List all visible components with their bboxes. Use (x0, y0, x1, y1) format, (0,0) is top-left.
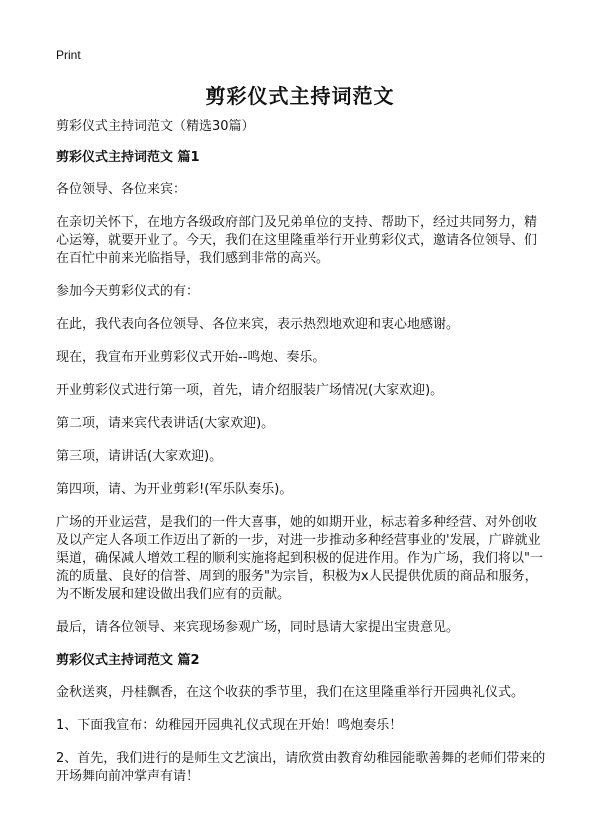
paragraph: 在亲切关怀下，在地方各级政府部门及兄弟单位的支持、帮助下，经过共同努力，精心运筹，就要开业了。今天，我们在这里隆重举行开业剪彩仪式，邀请各位领导、们在百忙中前来光临指导，我们感到非常的高兴。 (56, 215, 538, 266)
paragraph: 在此，我代表向各位领导、各位来宾，表示热烈地欢迎和衷心地感谢。 (56, 317, 460, 332)
paragraph: 金秋送爽，丹桂飘香，在这个收获的季节里，我们在这里隆重举行开园典礼仪式。 (56, 685, 525, 700)
paragraph: 参加今天剪彩仪式的有： (56, 284, 200, 299)
paragraph: 第二项，请来宾代表讲话(大家欢迎)。 (56, 416, 275, 431)
paragraph: 第四项，请、为开业剪彩!(军乐队奏乐)。 (56, 482, 293, 497)
paragraph: 现在，我宣布开业剪彩仪式开始--鸣炮、奏乐。 (56, 350, 326, 365)
paragraph: 2、首先，我们进行的是师生文艺演出，请欣赏由教育幼稚园能歌善舞的老师们带来的开场舞向前冲掌声有请！ (56, 751, 546, 784)
section-heading-1: 剪彩仪式主持词范文 篇1 (56, 150, 200, 165)
paragraph: 开业剪彩仪式进行第一项，首先，请介绍服装广场情况(大家欢迎)。 (56, 383, 444, 398)
paragraph: 各位领导、各位来宾： (56, 182, 187, 197)
print-label[interactable]: Print (56, 48, 81, 62)
paragraph: 第三项，请讲话(大家欢迎)。 (56, 449, 223, 464)
paragraph: 最后，请各位领导、来宾现场参观广场，同时恳请大家提出宝贵意见。 (56, 620, 460, 635)
section-heading-2: 剪彩仪式主持词范文 篇2 (56, 653, 200, 668)
document-body (56, 118, 546, 801)
document-subtitle: 剪彩仪式主持词范文（精选30篇） (56, 119, 255, 134)
page-title: 剪彩仪式主持词范文 (205, 84, 395, 108)
paragraph: 广场的开业运营，是我们的一件大喜事，她的如期开业，标志着多种经营、对外创收及以产定人各项工作迈出了新的一步，对进一步推动多种经营事业的'发展，广辟就业渠道，确保减人增效工程的顺利实施将起到积极的促进作用。作为广场，我们将以"一流的质量、良好的信誉、周到的服务"为宗旨，积极为x人民提供优质的商品和服务，为不断发展和建设做出我们应有的贡献。 (56, 515, 543, 602)
paragraph: 1、下面我宣布：幼稚园开园典礼仪式现在开始！鸣炮奏乐！ (56, 718, 403, 733)
